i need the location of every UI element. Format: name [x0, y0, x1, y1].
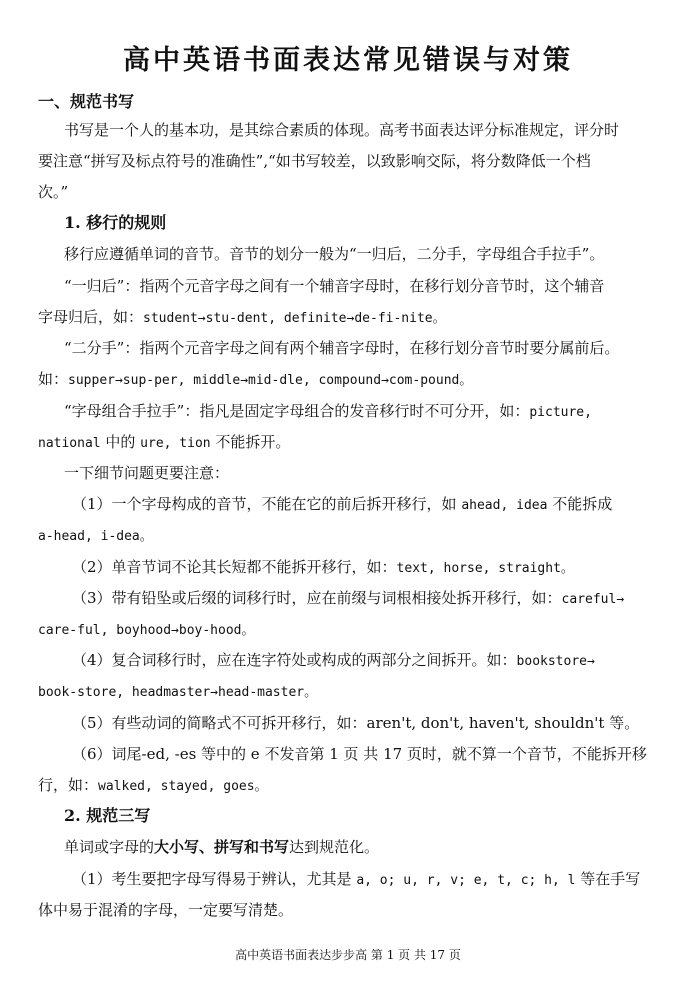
rule-2	[72, 556, 574, 580]
rule-2-1	[72, 868, 640, 892]
text-span: （1）考生要把字母写得易于辨认，尤其是	[72, 870, 357, 888]
paragraph-line	[38, 431, 290, 455]
intro-line-3: 次。”	[38, 183, 69, 201]
example-words: careful→	[561, 592, 625, 607]
rule-2-1-cont: 体中易于混淆的字母，一定要写清楚。	[38, 901, 294, 919]
rule-1	[72, 493, 612, 517]
text-span: 不能拆成	[547, 495, 613, 513]
rule-1-cont	[38, 524, 153, 548]
example-words: a, o; u, r, v; e, t, c; h, l	[356, 873, 576, 888]
rule-6-cont	[38, 774, 268, 798]
example-words: ure, tion	[140, 436, 211, 451]
text-span: 如：	[38, 370, 69, 388]
intro-line-2: 要注意“拼写及标点符号的准确性”,“如书写较差，以致影响交际，将分数降低一个档	[38, 152, 591, 170]
paragraph-line	[38, 306, 446, 330]
example-words: supper→sup-per, middle→mid-dle, compound→com-pound。	[68, 373, 473, 388]
bold-phrase: 大小写、拼写和书写	[154, 838, 290, 856]
text-span: （3）带有铅坠或后缀的词移行时，应在前缀与词根相接处拆开移行，如：	[72, 589, 562, 607]
paragraph-line: 移行应遵循单词的音节。音节的划分一般为“一归后，二分手，字母组合手拉手”。	[64, 245, 605, 263]
subheading-1: 1. 移行的规则	[64, 213, 167, 232]
text-span: 单词或字母的	[64, 838, 155, 856]
example-words: walked, stayed, goes。	[98, 779, 268, 794]
section-heading-1: 一、规范书写	[38, 92, 135, 111]
example-words: book-store, headmaster→head-master。	[38, 685, 318, 700]
rule-4-cont	[38, 680, 317, 704]
paragraph-line	[38, 368, 472, 392]
example-words: a-head, i-dea。	[38, 529, 153, 544]
example-words: national	[38, 436, 101, 451]
intro-line-1: 书写是一个人的基本功，是其综合素质的体现。高考书面表达评分标准规定，评分时	[64, 121, 620, 139]
example-words: student→stu-dent, definite→de-fi-nite。	[143, 311, 446, 326]
paragraph-line	[64, 836, 379, 858]
page-title: 高中英语书面表达常见错误与对策	[123, 45, 573, 76]
text-span: 等在手写	[575, 870, 641, 888]
example-words: care-ful, boyhood→boy-hood。	[38, 623, 255, 638]
example-words: picture,	[529, 405, 592, 420]
paragraph-line: “一归后”：指两个元音字母之间有一个辅音字母时，在移行划分音节时，这个辅音	[64, 277, 605, 295]
text-span: 行，如：	[38, 776, 99, 794]
rule-3-cont	[38, 618, 255, 642]
example-words: text, horse, straight。	[396, 561, 574, 576]
text-span: “字母组合手拉手”：指凡是固定字母组合的发音移行时不可分开，如：	[64, 402, 530, 420]
paragraph-line: “二分手”：指两个元音字母之间有两个辅音字母时，在移行划分音节时要分属前后。	[64, 339, 620, 357]
paragraph-line	[64, 400, 592, 424]
rule-6: （6）词尾-ed, -es 等中的 e 不发音第 1 页 共 17 页时，就不算一个音节，不能拆开移	[72, 745, 647, 763]
text-span: （2）单音节词不论其长短都不能拆开移行，如：	[72, 558, 397, 576]
text-span: 字母归后，如：	[38, 308, 144, 326]
text-span: （4）复合词移行时，应在连字符处或构成的两部分之间拆开。如：	[72, 651, 517, 669]
example-words: ahead, idea	[461, 498, 548, 513]
rule-3	[72, 587, 624, 611]
paragraph-line: 一下细节问题更要注意：	[64, 464, 230, 482]
text-span: 不能拆开。	[210, 433, 291, 451]
page-footer: 高中英语书面表达步步高 第 1 页 共 17 页	[235, 948, 461, 962]
rule-5: （5）有些动词的简略式不可拆开移行，如：aren't, don't, haven't, shouldn't 等。	[72, 714, 640, 732]
example-words: bookstore→	[516, 654, 595, 669]
text-span: （1）一个字母构成的音节，不能在它的前后拆开移行，如	[72, 495, 462, 513]
subheading-2: 2. 规范三写	[64, 806, 151, 825]
rule-4	[72, 649, 595, 673]
text-span: 中的	[100, 433, 141, 451]
text-span: 达到规范化。	[289, 838, 380, 856]
